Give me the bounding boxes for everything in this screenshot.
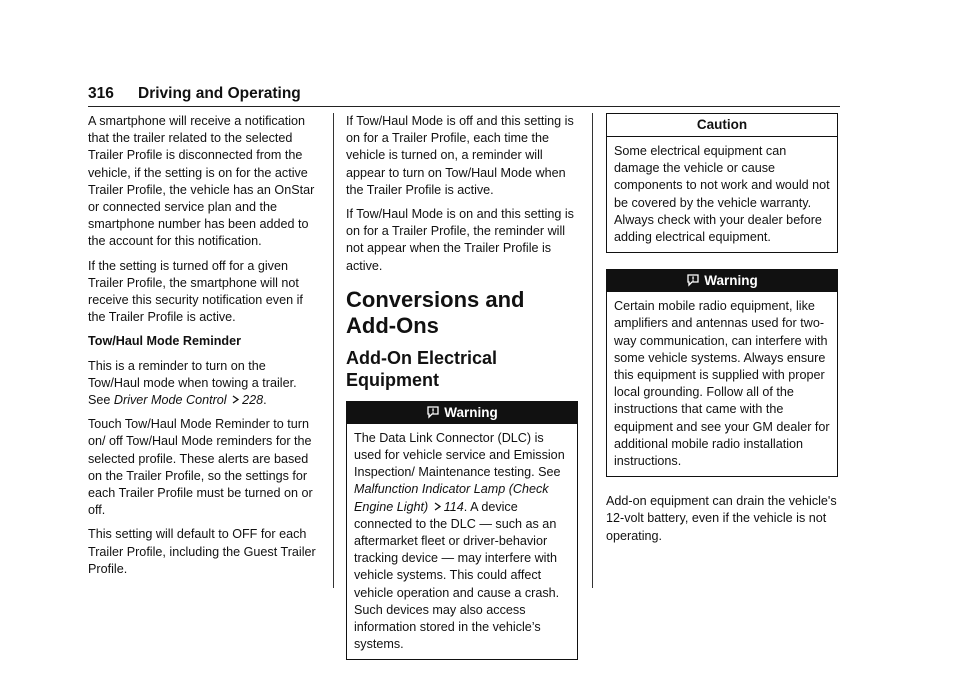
cross-reference-link[interactable]: Malfunction Indicator Lamp (Check Engine Light) [354, 482, 549, 514]
column-divider [333, 113, 334, 588]
paragraph: This is a reminder to turn on the Tow/Haul mode when towing a trailer. See Driver Mode Control 228. [88, 358, 320, 410]
warning-body: The Data Link Connector (DLC) is used for vehicle service and Emission Inspection/ Maintenance testing. See Malfunction Indicator Lamp (Check Engine Light) 114. A device connected to the DLC — such as an aftermarket fleet or driver-behavior tracking device — may interfere with vehicle systems. This could affect vehicle operation and cause a crash. Such devices may also access information stored in the vehicle’s systems. [354, 430, 565, 652]
subheading: Tow/Haul Mode Reminder [88, 334, 242, 349]
page-reference-icon [232, 392, 240, 409]
caution-header: Caution [607, 114, 837, 137]
column-3 [606, 113, 838, 552]
column-divider [592, 113, 593, 588]
page-number: 316 [88, 85, 114, 102]
paragraph: A smartphone will receive a notification that the trailer related to the selected Trailer Profile is disconnected from the vehicle, if the setting is on for the active Trailer Profile, the vehicle has an OnStar or connected service plan and the smartphone number has been added to the account for this notification. [88, 114, 315, 249]
page-reference-number[interactable]: 114 [443, 499, 464, 514]
paragraph: If the setting is turned off for a given Trailer Profile, the smartphone will not receive this security notification even if the Trailer Profile is active. [88, 258, 303, 325]
section-heading: Conversions and Add-Ons [346, 286, 525, 338]
warning-icon [426, 404, 440, 426]
warning-header: Warning [347, 402, 577, 424]
paragraph: This setting will default to OFF for each Trailer Profile, including the Guest Trailer Profile. [88, 527, 316, 576]
cross-reference-link[interactable]: Driver Mode Control [113, 393, 227, 408]
column-2 [346, 113, 578, 676]
paragraph: If Tow/Haul Mode is off and this setting is on for a Trailer Profile, each time the vehicle is turned on, a reminder will appear to turn on Tow/Haul Mode when the Trailer Profile is active. [346, 114, 574, 197]
paragraph: If Tow/Haul Mode is on and this setting is on for a Trailer Profile, the reminder will not appear when the Trailer Profile is active. [346, 207, 574, 273]
caution-body: Some electrical equipment can damage the vehicle or cause components to not work and would not be covered by the vehicle warranty. Always check with your dealer before adding electrical equipment. [614, 144, 830, 245]
section-title: Driving and Operating [138, 85, 301, 102]
paragraph: Add-on equipment can drain the vehicle's 12-volt battery, even if the vehicle is not operating. [606, 494, 837, 543]
warning-header: Warning [607, 270, 837, 292]
page-header [88, 84, 840, 107]
warning-body: Certain mobile radio equipment, like amplifiers and antennas used for two-way communication, can interfere with some vehicle systems. Always ensure this equipment is supplied with proper local grounding. Follow all of the instructions that came with the equipment and see your GM dealer for additional mobile radio installation instructions. [614, 299, 830, 469]
column-1 [88, 113, 320, 585]
paragraph: Touch Tow/Haul Mode Reminder to turn on/ off Tow/Haul Mode reminders for the selected profile. These alerts are based on the Trailer Profile, so the settings for each Trailer Profile must be turned on or off. [88, 417, 313, 518]
warning-box [346, 401, 578, 661]
caution-box [606, 113, 838, 253]
page-reference-icon [434, 499, 442, 516]
page-reference-number[interactable]: 228 [242, 393, 264, 408]
subsection-heading: Add-On Electrical Equipment [346, 347, 498, 390]
warning-icon [686, 272, 700, 294]
warning-box [606, 269, 838, 477]
